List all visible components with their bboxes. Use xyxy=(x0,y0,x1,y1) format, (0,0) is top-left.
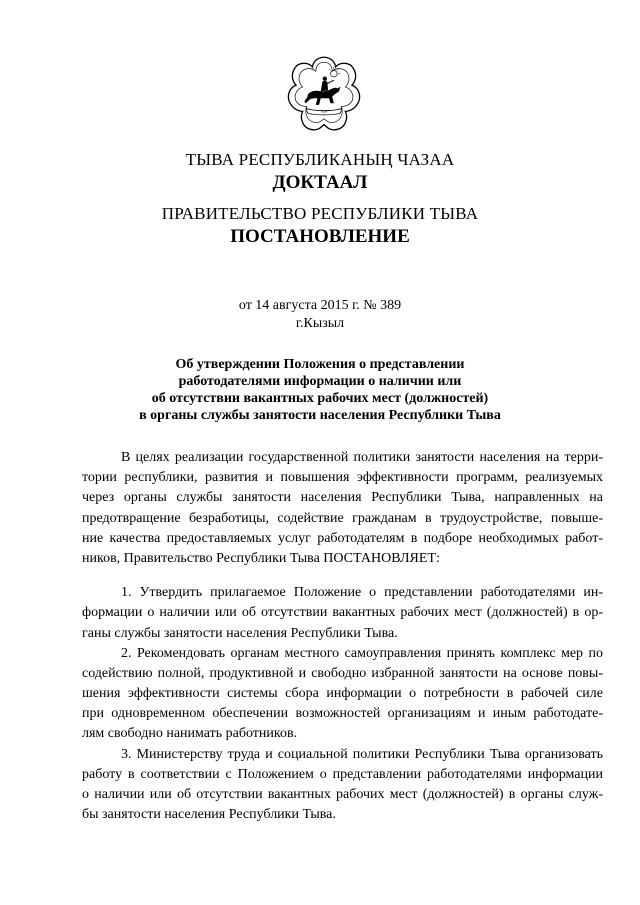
document-date-number: от 14 августа 2015 г. № 389 xyxy=(238,298,402,313)
text-line: бы занятости населения Республики Тыва. xyxy=(82,807,336,823)
document-title xyxy=(0,356,640,424)
text-line: В целях реализации государственной политики занятости населения на терри- xyxy=(121,450,603,465)
item-3-paragraph xyxy=(82,745,603,826)
text-line: 2. Рекомендовать органам местного самоуправления принять комплекс мер по xyxy=(121,645,603,661)
text-line: тории республики, развития и повышения эффективности программ, реализуемых xyxy=(82,470,603,486)
text-line: работу в соответствии с Положением о представлении работодателями информации xyxy=(82,766,603,782)
header-government-tuvan: ТЫВА РЕСПУБЛИКАНЫҢ ЧАЗАА xyxy=(185,150,455,169)
text-line: 3. Министерству труда и социальной политики Республики Тыва организовать xyxy=(121,746,603,762)
title-line: об отсутствии вакантных рабочих мест (должностей) xyxy=(151,391,489,406)
text-line: ние качества предоставляемых услуг работодателям в подборе необходимых работ- xyxy=(82,530,603,546)
text-line: ганы службы занятости населения Республики Тыва. xyxy=(82,625,398,641)
title-line: Об утверждении Положения о представлении xyxy=(175,357,465,372)
text-line: о наличии или об отсутствии вакантных рабочих мест (должностей) в органы служ- xyxy=(82,787,603,802)
text-line: при одновременном обеспечении возможностей организациям и иным работодате- xyxy=(82,706,603,722)
text-line: содействию полной, продуктивной и свободно избранной занятости на основе повы- xyxy=(82,665,603,681)
header-government-russian: ПРАВИТЕЛЬСТВО РЕСПУБЛИКИ ТЫВА xyxy=(161,204,479,223)
coat-of-arms-emblem xyxy=(283,54,365,136)
item-2-paragraph xyxy=(82,644,603,745)
header-document-type-russian: ПОСТАНОВЛЕНИЕ xyxy=(230,226,410,247)
document-body xyxy=(82,448,603,825)
preamble-paragraph xyxy=(82,448,603,569)
text-line: ников, Правительство Республики Тыва ПОСТАНОВЛЯЕТ: xyxy=(82,550,440,566)
text-line: лям свободно нанимать работников. xyxy=(82,726,298,742)
text-line: 1. Утвердить прилагаемое Положение о представлении работодателями ин- xyxy=(121,585,603,601)
text-line: предотвращение безработицы, содействие гражданам в трудоустройстве, повыше- xyxy=(82,510,603,526)
title-line: в органы службы занятости населения Республики Тыва xyxy=(139,408,501,423)
text-line: шения эффективности системы сбора информации о потребности в рабочей силе xyxy=(82,686,603,702)
svg-text:ТЫВА: ТЫВА xyxy=(320,110,328,114)
document-city: г.Кызыл xyxy=(295,316,345,331)
text-line: через органы службы занятости населения Республики Тыва, направленных на xyxy=(82,490,603,506)
title-line: работодателями информации о наличии или xyxy=(178,374,462,389)
header-document-type-tuvan: ДОКТААЛ xyxy=(272,172,368,193)
text-line: формации о наличии или об отсутствии вакантных рабочих мест (должностей) в ор- xyxy=(82,605,603,621)
item-1-paragraph xyxy=(82,583,603,644)
